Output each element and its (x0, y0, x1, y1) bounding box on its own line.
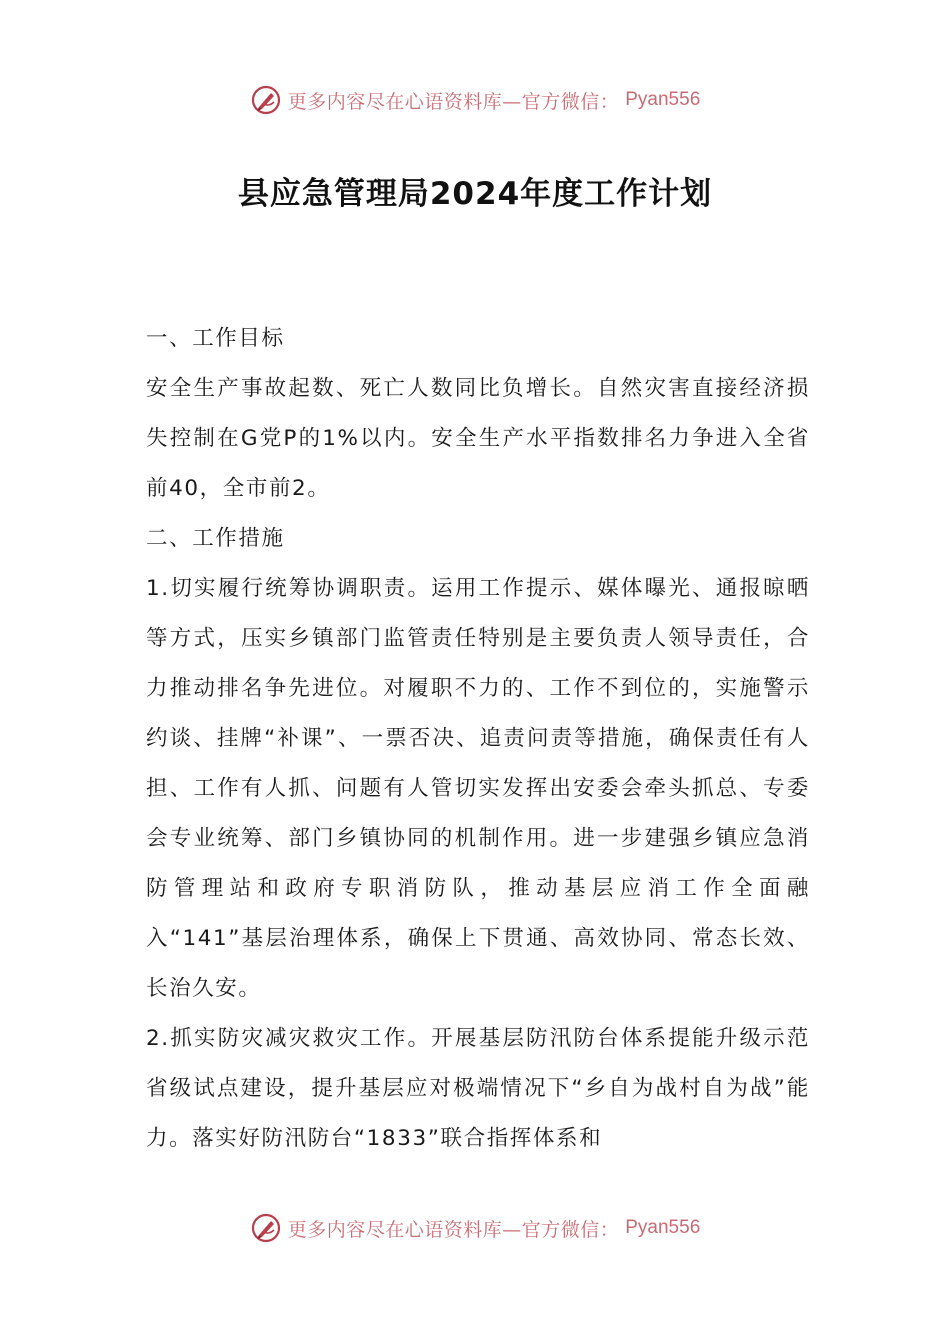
document-title: 县应急管理局2024年度工作计划 (237, 176, 713, 212)
footer-watermark (0, 1212, 950, 1244)
watermark-text: 更多内容尽在心语资料库—官方微信： (287, 90, 620, 113)
section-heading-measures: 二、工作措施 (146, 526, 285, 551)
section-heading-goals: 一、工作目标 (146, 326, 285, 351)
paragraph-measure-1: 1.切实履行统筹协调职责。运用工作提示、媒体曝光、通报晾晒等方式，压实乡镇部门监管责任特别是主要负责人领导责任，合力推动排名争先进位。对履职不力的、工作不到位的，实施警示约谈、挂牌“补课”、一票否决、追责问责等措施，确保责任有人担、工作有人抓、问题有人管切实发挥出安委会牵头抓总、专委会专业统筹、部门乡镇协同的机制作用。进一步建强乡镇应急消防管理站和政府专职消防队，推动基层应消工作全面融入“141”基层治理体系，确保上下贯通、高效协同、常态长效、长治久安。 (146, 576, 810, 1001)
watermark-handle: Pyan556 (625, 1217, 701, 1238)
paragraph-goals: 安全生产事故起数、死亡人数同比负增长。自然灾害直接经济损失控制在G党P的1%以内。安全生产水平指数排名力争进入全省前40，全市前2。 (146, 376, 810, 501)
document-body (146, 314, 810, 1164)
paragraph-measure-2: 2.抓实防灾减灾救灾工作。开展基层防汛防台体系提能升级示范省级试点建设，提升基层应对极端情况下“乡自为战村自为战”能力。落实好防汛防台“1833”联合指挥体系和 (146, 1026, 810, 1151)
pen-logo-icon (250, 84, 282, 116)
watermark-text: 更多内容尽在心语资料库—官方微信： (287, 1218, 620, 1241)
watermark-handle: Pyan556 (625, 89, 701, 110)
pen-logo-icon (250, 1212, 282, 1244)
header-watermark (0, 84, 950, 116)
